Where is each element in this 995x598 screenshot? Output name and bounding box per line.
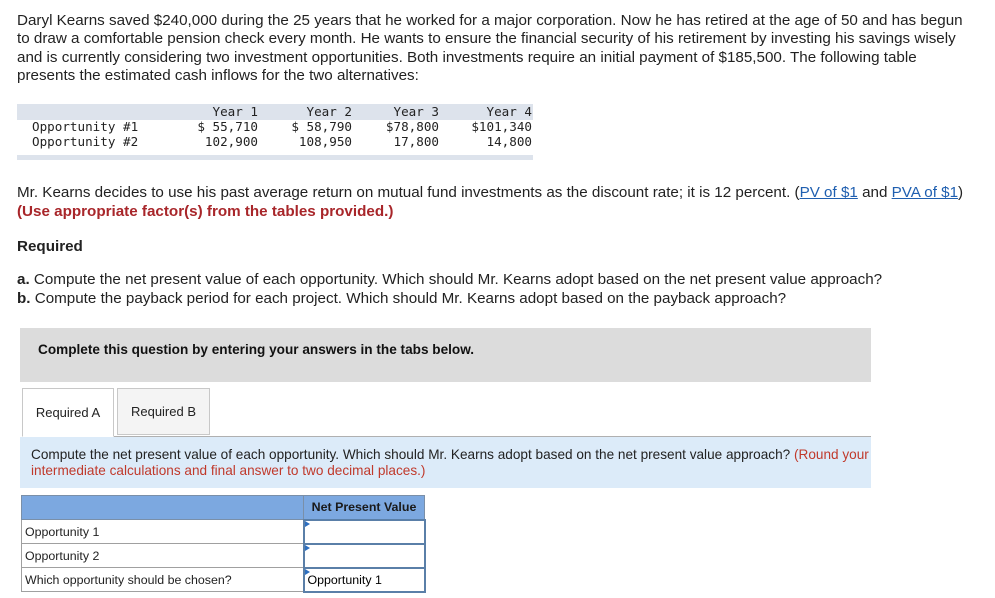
answer-table [21, 495, 426, 593]
required-heading: Required [17, 238, 83, 255]
instructions-banner [20, 328, 871, 382]
discount-text: Mr. Kearns decides to use his past average return on mutual fund investments as the discount rate; it is 12 percent. ( [17, 184, 800, 201]
table-row [17, 119, 532, 134]
question-letter: a. [17, 271, 30, 288]
cell-value: 108,950 [298, 134, 352, 150]
list-item [17, 271, 882, 290]
cell-value: $ 55,710 [197, 119, 258, 135]
cell-value: $ 58,790 [291, 119, 352, 135]
table-row [17, 134, 532, 149]
col-year-1: Year 1 [212, 104, 258, 119]
tab-instruction [20, 437, 871, 488]
row-label: Which opportunity should be chosen? [22, 568, 304, 592]
question-list [17, 271, 882, 308]
instruction-text: Compute the net present value of each opportunity. Which should Mr. Kearns adopt based on the net present value approach? [31, 447, 794, 462]
cell-value: 17,800 [393, 134, 439, 150]
col-year-2: Year 2 [306, 104, 352, 119]
close-paren: ) [958, 184, 964, 201]
cell-value: $101,340 [471, 119, 532, 135]
row-label: Opportunity 2 [22, 544, 304, 568]
factor-instruction: (Use appropriate factor(s) from the tables provided.) [17, 203, 394, 220]
problem-intro: Daryl Kearns saved $240,000 during the 25 years that he worked for a major corporation. Now he has retired at the age of 50 and has begun to draw a comfortable pension check every month. He wants to ensure the financial security of his retirement by investing his savings wisely and is currently considering two investment opportunities. Both investments require an initial payment of $185,500. The following table presents the estimated cash inflows for the two alternatives: [17, 12, 963, 84]
table-row [22, 520, 425, 544]
col-year-4: Year 4 [486, 104, 532, 119]
row-label: Opportunity 1 [22, 520, 304, 544]
pv-of-1-link[interactable]: PV of $1 [799, 184, 858, 201]
table-footer-band [17, 155, 533, 160]
cash-inflow-table [17, 104, 533, 160]
npv-column-header: Net Present Value [304, 496, 425, 520]
tab-required-b[interactable]: Required B [117, 388, 210, 435]
row-label: Opportunity #1 [32, 119, 139, 135]
table-row [22, 568, 425, 592]
table-row [22, 544, 425, 568]
chosen-opportunity-input[interactable] [305, 569, 424, 591]
npv-opportunity-1-cell [304, 520, 425, 544]
row-label: Opportunity #2 [32, 134, 139, 150]
tab-required-a[interactable]: Required A [22, 388, 114, 437]
question-text: Compute the net present value of each opportunity. Which should Mr. Kearns adopt based on the net present value approach? [29, 271, 883, 288]
chosen-opportunity-cell [304, 568, 425, 592]
cell-value: $78,800 [385, 119, 439, 135]
npv-opportunity-2-input[interactable] [305, 545, 424, 567]
and-text: and [857, 184, 892, 201]
list-item [17, 290, 882, 309]
pva-of-1-link[interactable]: PVA of $1 [891, 184, 959, 201]
npv-opportunity-2-cell [304, 544, 425, 568]
question-text: Compute the payback period for each project. Which should Mr. Kearns adopt based on the payback approach? [30, 289, 787, 307]
banner-text: Complete this question by entering your answers in the tabs below. [38, 342, 475, 357]
discount-rate-paragraph [17, 183, 967, 221]
npv-opportunity-1-input[interactable] [305, 521, 424, 543]
question-letter: b. [17, 289, 31, 307]
cell-value: 102,900 [204, 134, 258, 150]
rounding-note: (Round your intermediate calculations and final answer to two decimal places.) [31, 447, 869, 479]
cell-value: 14,800 [486, 134, 532, 150]
col-year-3: Year 3 [393, 104, 439, 119]
answer-header-blank [22, 496, 304, 520]
